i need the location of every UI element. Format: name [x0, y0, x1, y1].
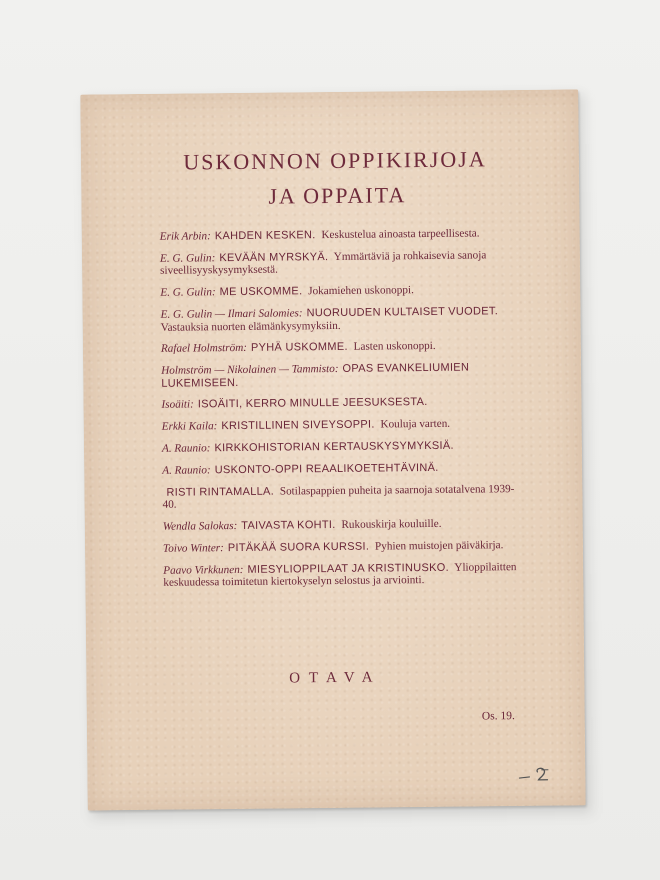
entry-author: E. G. Gulin — Ilmari Salomies: — [160, 307, 303, 321]
entry-description: Lasten uskonoppi. — [353, 340, 436, 354]
list-item — [162, 483, 522, 512]
entry-author: Paavo Virkkunen: — [163, 563, 244, 577]
entry-description: Kouluja varten. — [380, 418, 451, 431]
entry-description: Ylioppilaitten keskuudessa toimitetun kiertokyselyn selostus ja arviointi. — [163, 560, 517, 589]
entry-author: A. Raunio: — [161, 442, 211, 455]
list-item — [161, 339, 521, 355]
entry-author: Erik Arbin: — [159, 230, 211, 243]
entry-description: Ymmärtäviä ja rohkaisevia sanoja siveellisyyskysymyksestä. — [160, 249, 487, 278]
entry-description: Sotilaspappien puheita ja saarnoja sotatalvena 1939-40. — [162, 482, 515, 511]
entry-title: KIRKKOHISTORIAN KERTAUSKYSYMYKSIÄ. — [214, 439, 454, 455]
entry-description: Pyhien muistojen päiväkirja. — [374, 538, 504, 553]
entry-title: TAIVASTA KOHTI. — [241, 518, 336, 532]
book-list — [160, 227, 524, 599]
entry-author: Isoäiti: — [161, 398, 194, 412]
list-item — [161, 361, 521, 390]
entry-author: E. G. Gulin: — [159, 252, 216, 265]
list-item — [163, 561, 523, 590]
entry-author: Rafael Holmström: — [160, 342, 248, 356]
cover-content — [80, 89, 585, 810]
entry-title: KEVÄÄN MYRSKYÄ. — [219, 250, 329, 264]
catalog-code: Os. 19. — [481, 710, 515, 723]
heading-line-2: JA OPPAITA — [268, 182, 407, 209]
list-item — [160, 227, 520, 243]
entry-description: Rukouskirja kouluille. — [341, 517, 442, 531]
entry-description: Keskustelua ainoasta tarpeellisesta. — [321, 227, 480, 242]
heading-line-1: USKONNON OPPIKIRJOJA — [183, 146, 487, 175]
entry-title: PYHÄ USKOMME. — [250, 341, 348, 355]
entry-title: NUORUUDEN KULTAISET VUODET. — [306, 305, 499, 320]
entry-author: Toivo Winter: — [162, 541, 224, 555]
list-item — [162, 439, 522, 455]
list-item — [162, 461, 522, 477]
entry-title: KAHDEN KESKEN. — [214, 229, 316, 243]
list-item — [161, 395, 521, 411]
entry-title: OPAS EVANKELIUMIEN LUKEMISEEN. — [161, 361, 470, 390]
entry-author: Wendla Salokas: — [162, 519, 238, 533]
entry-author: Erkki Kaila: — [161, 420, 218, 434]
pencil-mark-icon — [517, 764, 557, 786]
entry-title: RISTI RINTAMALLA. — [166, 485, 275, 499]
list-item — [162, 417, 522, 433]
publisher-name: OTAVA — [289, 669, 382, 687]
entry-description: Jokamiehen uskonoppi. — [308, 284, 414, 298]
entry-author: E. G. Gulin: — [160, 286, 216, 299]
entry-title: ISOÄITI, KERRO MINULLE JEESUKSESTA. — [197, 396, 428, 411]
entry-title: ME USKOMME. — [219, 285, 303, 299]
entry-title: KRISTILLINEN SIVEYSOPPI. — [221, 418, 375, 433]
entry-author: A. Raunio: — [162, 464, 211, 477]
entry-description: Vastauksia nuorten elämänkysymyksiin. — [160, 319, 341, 334]
entry-author: Holmström — Nikolainen — Tammisto: — [161, 363, 339, 377]
entry-title: PITÄKÄÄ SUORA KURSSI. — [227, 540, 370, 554]
list-item — [163, 539, 523, 555]
entry-title: MIESYLIOPPILAAT JA KRISTINUSKO. — [247, 561, 450, 576]
list-item — [163, 517, 523, 533]
entry-title: USKONTO-OPPI REAALIKOETEHTÄVINÄ. — [214, 461, 439, 477]
list-item — [160, 249, 520, 278]
list-item — [160, 283, 520, 299]
list-item — [161, 305, 521, 334]
book-back-cover — [80, 89, 585, 810]
